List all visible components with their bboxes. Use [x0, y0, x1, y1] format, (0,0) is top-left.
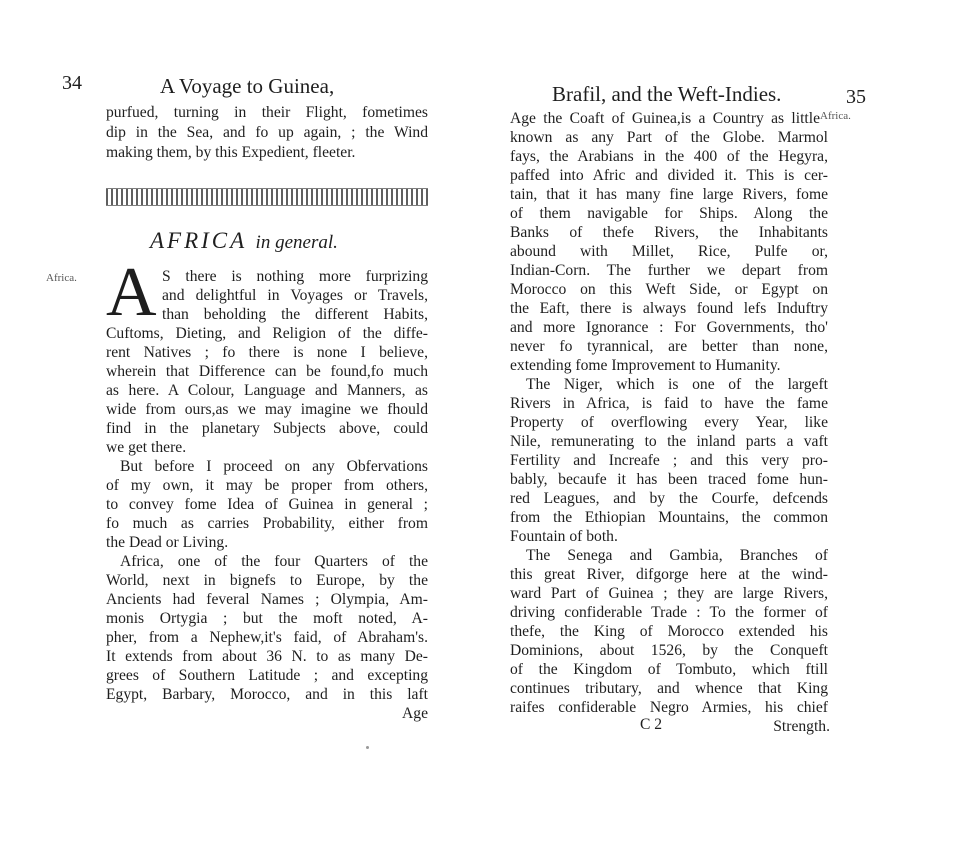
text-line: Age the Coaft of Guinea,is a Country as little — [510, 110, 820, 127]
section-title-rest: in general. — [255, 232, 338, 253]
text-line: Property of overflowing every Year, like — [510, 414, 828, 431]
text-line: Fountain of both. — [510, 528, 618, 545]
text-line: bably, becaufe it has been traced fome hun- — [510, 471, 828, 488]
text-line: Banks of thefe Rivers, the Inhabitants — [510, 224, 828, 241]
text-line: fo much as carries Probability, either from — [106, 515, 428, 532]
text-line: this great River, difgorge here at the wind- — [510, 566, 828, 583]
text-line: World, next in bignefs to Europe, by the — [106, 572, 428, 589]
text-line: Dominions, about 1526, by the Conqueft — [510, 642, 828, 659]
text-line: pher, from a Nephew,it's faid, of Abraham's. — [106, 629, 428, 646]
section-title-main: AFRICA — [150, 228, 247, 253]
text-line: we get there. — [106, 439, 187, 456]
section-title — [150, 228, 338, 254]
text-line: the Dead or Living. — [106, 534, 229, 551]
text-line: purfued, turning in their Flight, fometimes — [106, 104, 428, 121]
ornamental-band — [106, 188, 428, 206]
margin-note: Africa. — [820, 110, 851, 122]
text-line: wide from ours,as we may imagine we fhould — [106, 401, 428, 418]
text-line: than beholding the different Habits, — [162, 306, 428, 323]
left-page-number: 34 — [62, 72, 82, 94]
text-line: Indian-Corn. The further we depart from — [510, 262, 828, 279]
text-line: Nile, remunerating to the inland parts a vaft — [510, 433, 828, 450]
text-line: and delightful in Voyages or Travels, — [162, 287, 428, 304]
text-line: Rivers in Africa, is faid to have the fame — [510, 395, 828, 412]
text-line: fays, the Arabians in the 400 of the Hegyra, — [510, 148, 828, 165]
text-line: find in the planetary Subjects above, could — [106, 420, 428, 437]
left-running-head: A Voyage to Guinea, — [160, 74, 335, 98]
text-line: abound with Millet, Rice, Pulfe or, — [510, 243, 828, 260]
text-line: of the Kingdom of Tombuto, which ftill — [510, 661, 828, 678]
text-line: But before I proceed on any Obfervations — [120, 458, 428, 475]
text-line: Fertility and Increafe ; and this very pro- — [510, 452, 828, 469]
drop-cap: A — [106, 254, 157, 331]
signature-mark: C 2 — [640, 716, 663, 733]
text-line: of them navigable for Ships. Along the — [510, 205, 828, 222]
text-line: raifes confiderable Negro Armies, his chief — [510, 699, 828, 716]
text-line: tain, that it has many fine large Rivers, fome — [510, 186, 828, 203]
text-line: ward Part of Guinea ; they are large Rivers, — [510, 585, 828, 602]
text-line: thefe, the King of Morocco extended his — [510, 623, 828, 640]
right-running-head: Brafil, and the Weft-Indies. — [552, 82, 782, 106]
text-line: known as any Part of the Globe. Marmol — [510, 129, 828, 146]
catchword: Strength. — [773, 718, 830, 735]
text-line: S there is nothing more furprizing — [162, 268, 428, 285]
text-line: It extends from about 36 N. to as many De- — [106, 648, 428, 665]
text-line: never fo tyrannical, are better than none, — [510, 338, 828, 355]
text-line: Ancients had feveral Names ; Olympia, Am- — [106, 591, 428, 608]
text-line: Africa, one of the four Quarters of the — [120, 553, 428, 570]
text-line: monis Ortygia ; but the moft noted, A- — [106, 610, 428, 627]
text-line: of my own, it may be proper from others, — [106, 477, 428, 494]
text-line: The Senega and Gambia, Branches of — [526, 547, 828, 564]
catchword: Age — [402, 705, 428, 722]
margin-note: Africa. — [46, 272, 77, 284]
paper-speck — [366, 746, 369, 749]
text-line: the Eaft, there is always found lefs Induftry — [510, 300, 828, 317]
text-line: extending fome Improvement to Humanity. — [510, 357, 781, 374]
right-page — [490, 0, 980, 852]
text-line: wherein that Difference can be found,fo much — [106, 363, 428, 380]
text-line: paffed into Afric and divided it. This is cer- — [510, 167, 828, 184]
text-line: from the Ethiopian Mountains, the common — [510, 509, 828, 526]
text-line: as here. A Colour, Language and Manners, as — [106, 382, 428, 399]
left-page — [0, 0, 470, 852]
text-line: and more Ignorance : For Governments, tho' — [510, 319, 828, 336]
text-line: Egypt, Barbary, Morocco, and in this laft — [106, 686, 428, 703]
text-line: rent Natives ; fo there is none I believe, — [106, 344, 428, 361]
text-line: making them, by this Expedient, fleeter. — [106, 144, 356, 161]
text-line: red Leagues, and by the Courfe, defcends — [510, 490, 828, 507]
right-page-number: 35 — [846, 86, 866, 108]
text-line: grees of Southern Latitude ; and excepting — [106, 667, 428, 684]
text-line: dip in the Sea, and fo up again, ; the Wind — [106, 124, 428, 141]
text-line: driving confiderable Trade : To the former of — [510, 604, 828, 621]
text-line: Cuftoms, Dieting, and Religion of the diffe- — [106, 325, 428, 342]
text-line: Morocco on this Weft Side, or Egypt on — [510, 281, 828, 298]
text-line: to convey fome Idea of Guinea in general ; — [106, 496, 428, 513]
text-line: continues tributary, and whence that King — [510, 680, 828, 697]
text-line: The Niger, which is one of the largeft — [526, 376, 828, 393]
